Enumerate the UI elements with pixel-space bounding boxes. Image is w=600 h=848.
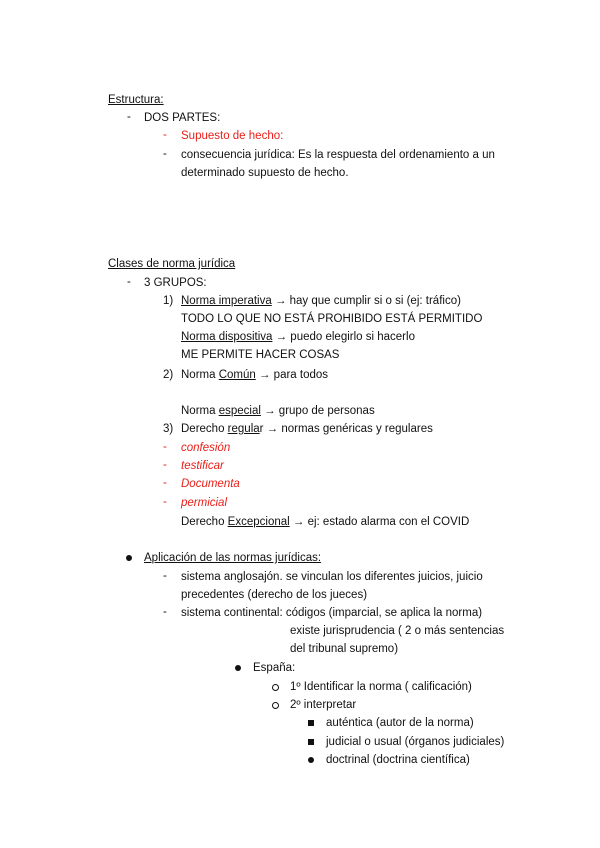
anglosajon-line2: precedentes (derecho de los jueces): [181, 589, 368, 601]
square-bullet-icon: [308, 739, 314, 745]
clases-heading: Clases de norma jurídica: [108, 258, 236, 270]
disc-bullet-icon: [126, 555, 132, 561]
list-number: 1): [163, 295, 174, 307]
comun-term: Común: [218, 369, 256, 381]
especial-rest: → grupo de personas: [260, 405, 375, 417]
interpretacion-autentica: auténtica (autor de la norma): [326, 717, 474, 729]
excepcional-rest: → ej: estado alarma con el COVID: [289, 516, 470, 528]
dash-bullet: -: [163, 570, 167, 582]
dash-bullet: -: [163, 496, 167, 508]
red-item-permicial: permicial: [181, 497, 228, 509]
espana-label: España:: [253, 662, 296, 674]
circle-bullet-icon: [272, 702, 279, 709]
norma-especial-line: [181, 404, 375, 418]
regular-pre: Derecho: [181, 423, 228, 435]
imperativa-rest: → hay que cumplir si o si (ej: tráfico): [271, 295, 461, 307]
aplicacion-heading: Aplicación de las normas jurídicas:: [144, 552, 322, 564]
continental-line1: sistema continental: códigos (imparcial, se aplica la norma): [181, 607, 483, 619]
estructura-heading: Estructura:: [108, 94, 164, 106]
groups-label: 3 GRUPOS:: [144, 277, 207, 289]
consecuencia-line2: determinado supuesto de hecho.: [181, 167, 349, 179]
especial-pre: Norma: [181, 405, 219, 417]
excepcional-pre: Derecho: [181, 516, 228, 528]
dash-bullet: -: [127, 111, 131, 123]
disc-bullet-icon: [235, 665, 241, 671]
red-item-documenta: Documenta: [181, 478, 240, 490]
dispositiva-term: Norma dispositiva: [181, 331, 273, 343]
continental-line3: del tribunal supremo): [290, 643, 399, 655]
red-item-confesion: confesión: [181, 442, 231, 454]
dash-bullet: -: [163, 148, 167, 160]
dash-bullet: -: [163, 477, 167, 489]
comun-rest: → para todos: [255, 369, 329, 381]
supuesto-de-hecho: Supuesto de hecho:: [181, 130, 284, 142]
dispositiva-caps: ME PERMITE HACER COSAS: [181, 349, 340, 361]
imperativa-caps: TODO LO QUE NO ESTÁ PROHIBIDO ESTÁ PERMITIDO: [181, 313, 483, 325]
circle-bullet-icon: [272, 684, 279, 691]
consecuencia-line1: consecuencia jurídica: Es la respuesta del ordenamiento a un: [181, 149, 495, 161]
interpretacion-doctrinal: doctrinal (doctrina científica): [326, 754, 470, 766]
excepcional-term: Excepcional: [227, 516, 290, 528]
dash-bullet: -: [163, 459, 167, 471]
dispositiva-rest: → puedo elegirlo si hacerlo: [272, 331, 415, 343]
norma-imperativa-line: [181, 294, 461, 308]
regular-term: regula: [227, 423, 260, 435]
dash-bullet: -: [163, 129, 167, 141]
square-bullet-icon: [308, 720, 314, 726]
list-number: 3): [163, 423, 174, 435]
especial-term: especial: [218, 405, 261, 417]
imperativa-term: Norma imperativa: [181, 295, 272, 307]
interpretacion-judicial: judicial o usual (órganos judiciales): [326, 736, 505, 748]
parts-label: DOS PARTES:: [144, 112, 221, 124]
norma-comun-line: [181, 368, 328, 382]
comun-pre: Norma: [181, 369, 219, 381]
norma-dispositiva-line: [181, 330, 415, 344]
regular-rest: r → normas genéricas y regulares: [259, 423, 433, 435]
dash-bullet: -: [163, 606, 167, 618]
derecho-excepcional-line: [181, 515, 469, 529]
derecho-regular-line: [181, 422, 433, 436]
paso-2: 2º interpretar: [290, 699, 357, 711]
red-item-testificar: testificar: [181, 460, 224, 472]
paso-1: 1º Identificar la norma ( calificación): [290, 681, 472, 693]
dash-bullet: -: [127, 276, 131, 288]
anglosajon-line1: sistema anglosajón. se vinculan los diferentes juicios, juicio: [181, 571, 483, 583]
dash-bullet: -: [163, 441, 167, 453]
disc-bullet-icon: [308, 757, 314, 763]
list-number: 2): [163, 369, 174, 381]
continental-line2: existe jurisprudencia ( 2 o más sentencias: [290, 625, 505, 637]
